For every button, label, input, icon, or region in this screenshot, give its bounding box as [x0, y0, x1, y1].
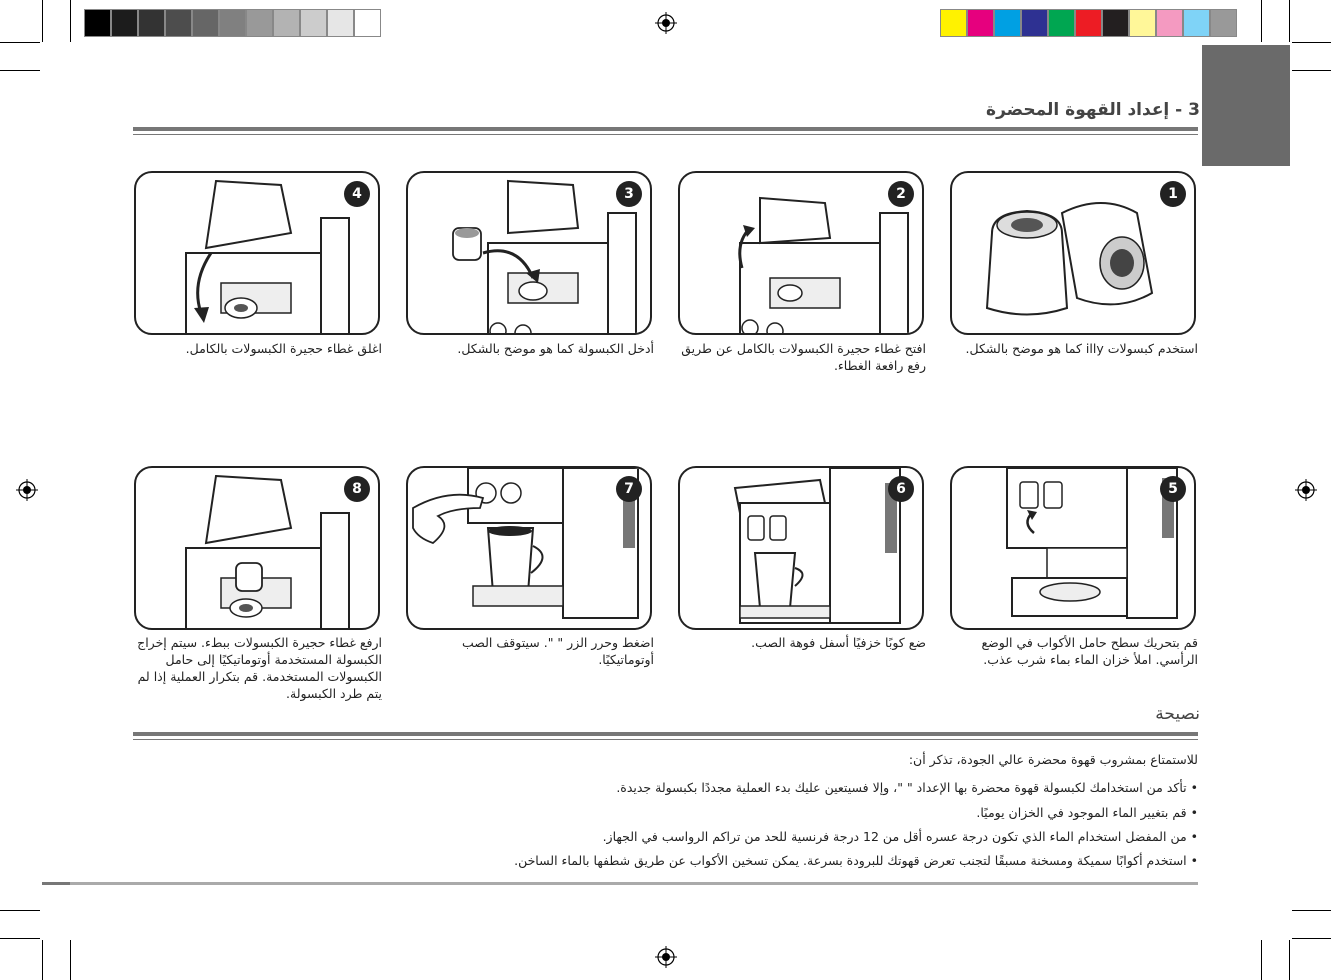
place-cup-illustration-icon — [680, 468, 924, 630]
color-swatch — [967, 9, 994, 37]
color-swatch — [354, 9, 381, 37]
color-swatch — [1102, 9, 1129, 37]
color-swatch — [111, 9, 138, 37]
color-swatch — [84, 9, 111, 37]
registration-mark-icon — [655, 946, 677, 968]
color-swatch — [1183, 9, 1210, 37]
tip-rule-thin — [133, 739, 1198, 740]
color-swatch — [327, 9, 354, 37]
step-7-panel — [406, 466, 652, 630]
step-number-badge: 3 — [616, 181, 642, 207]
grayscale-color-bar — [84, 9, 381, 37]
registration-mark-icon — [16, 479, 38, 501]
tip-bullet-3: • من المفضل استخدام الماء الذي تكون درجة عسره أقل من 12 درجة فرنسية للحد من تراكم الرواسب في الجهاز. — [602, 829, 1198, 844]
tip-bullet-4: • استخدم أكوابًا سميكة ومسخنة مسبقًا لتجنب تعرض قهوتك للبرودة بسرعة. يمكن تسخين الأكواب عن طريق شطفها بالماء الساخن. — [514, 853, 1198, 868]
step-3-panel — [406, 171, 652, 335]
header-rule-thin — [133, 134, 1198, 135]
language-tab — [1202, 45, 1290, 166]
color-swatch — [300, 9, 327, 37]
step-4-panel — [134, 171, 380, 335]
step-1-panel — [950, 171, 1196, 335]
step-5-caption: قم بتحريك سطح حامل الأكواب في الوضع الرأسي. املأ خزان الماء بماء شرب عذب. — [981, 635, 1198, 667]
tip-bullet-1: • تأكد من استخدامك لكبسولة قهوة محضرة بها الإعداد " "، وإلا فسيتعين عليك بدء العملية مجددًا بكبسولة جديدة. — [616, 780, 1198, 795]
step-8-panel — [134, 466, 380, 630]
step-number-badge: 2 — [888, 181, 914, 207]
step-number-badge: 6 — [888, 476, 914, 502]
color-swatch — [994, 9, 1021, 37]
capsules-illustration-icon — [952, 173, 1196, 335]
tip-intro: للاستمتاع بمشروب قهوة محضرة عالي الجودة، تذكر أن: — [908, 752, 1198, 767]
step-number-badge: 5 — [1160, 476, 1186, 502]
registration-mark-icon — [1295, 479, 1317, 501]
step-2-caption: افتح غطاء حجيرة الكبسولات بالكامل عن طريق رفع رافعة الغطاء. — [681, 341, 926, 373]
registration-mark-icon — [655, 12, 677, 34]
color-swatch — [1129, 9, 1156, 37]
color-swatch — [192, 9, 219, 37]
footer-rule-accent — [42, 882, 70, 885]
step-4-caption: اغلق غطاء حجيرة الكبسولات بالكامل. — [185, 341, 382, 356]
step-6-caption: ضع كوبًا خزفيًا أسفل فوهة الصب. — [751, 635, 926, 650]
close-lid-illustration-icon — [136, 173, 380, 335]
color-swatch — [1156, 9, 1183, 37]
tip-bullet-2: • قم بتغيير الماء الموجود في الخزان يوميًا. — [976, 805, 1198, 820]
header-rule — [133, 127, 1198, 131]
color-swatch — [138, 9, 165, 37]
color-swatch — [1210, 9, 1237, 37]
cup-support-illustration-icon — [952, 468, 1196, 630]
section-title: 3 - إعداد القهوة المحضرة — [986, 100, 1200, 120]
step-1-caption: استخدم كبسولات illy كما هو موضح بالشكل. — [965, 341, 1198, 356]
open-lid-illustration-icon — [680, 173, 924, 335]
step-number-badge: 8 — [344, 476, 370, 502]
footer-rule — [42, 882, 1198, 885]
color-swatch — [1048, 9, 1075, 37]
tip-title: نصيحة — [1155, 704, 1200, 724]
color-swatch — [219, 9, 246, 37]
step-number-badge: 4 — [344, 181, 370, 207]
color-swatch — [940, 9, 967, 37]
step-3-caption: أدخل الكبسولة كما هو موضح بالشكل. — [457, 341, 654, 356]
step-number-badge: 7 — [616, 476, 642, 502]
color-swatch — [1021, 9, 1048, 37]
insert-capsule-illustration-icon — [408, 173, 652, 335]
step-8-caption: ارفع غطاء حجيرة الكبسولات ببطء. سيتم إخراج الكبسولة المستخدمة أوتوماتيكيًا إلى حامل الكبسولات المستخدمة. قم بتكرار العملية إذا لم يتم طرد الكبسولة. — [137, 635, 382, 701]
step-number-badge: 1 — [1160, 181, 1186, 207]
eject-capsule-illustration-icon — [136, 468, 380, 630]
color-swatch — [246, 9, 273, 37]
tip-rule — [133, 732, 1198, 736]
color-swatch — [1075, 9, 1102, 37]
step-7-caption: اضغط وحرر الزر " ". سيتوقف الصب أوتوماتيكيًا. — [462, 635, 654, 667]
color-swatch — [273, 9, 300, 37]
step-6-panel — [678, 466, 924, 630]
step-2-panel — [678, 171, 924, 335]
color-swatch — [165, 9, 192, 37]
step-5-panel — [950, 466, 1196, 630]
press-button-illustration-icon — [408, 468, 652, 630]
process-color-bar — [940, 9, 1237, 37]
